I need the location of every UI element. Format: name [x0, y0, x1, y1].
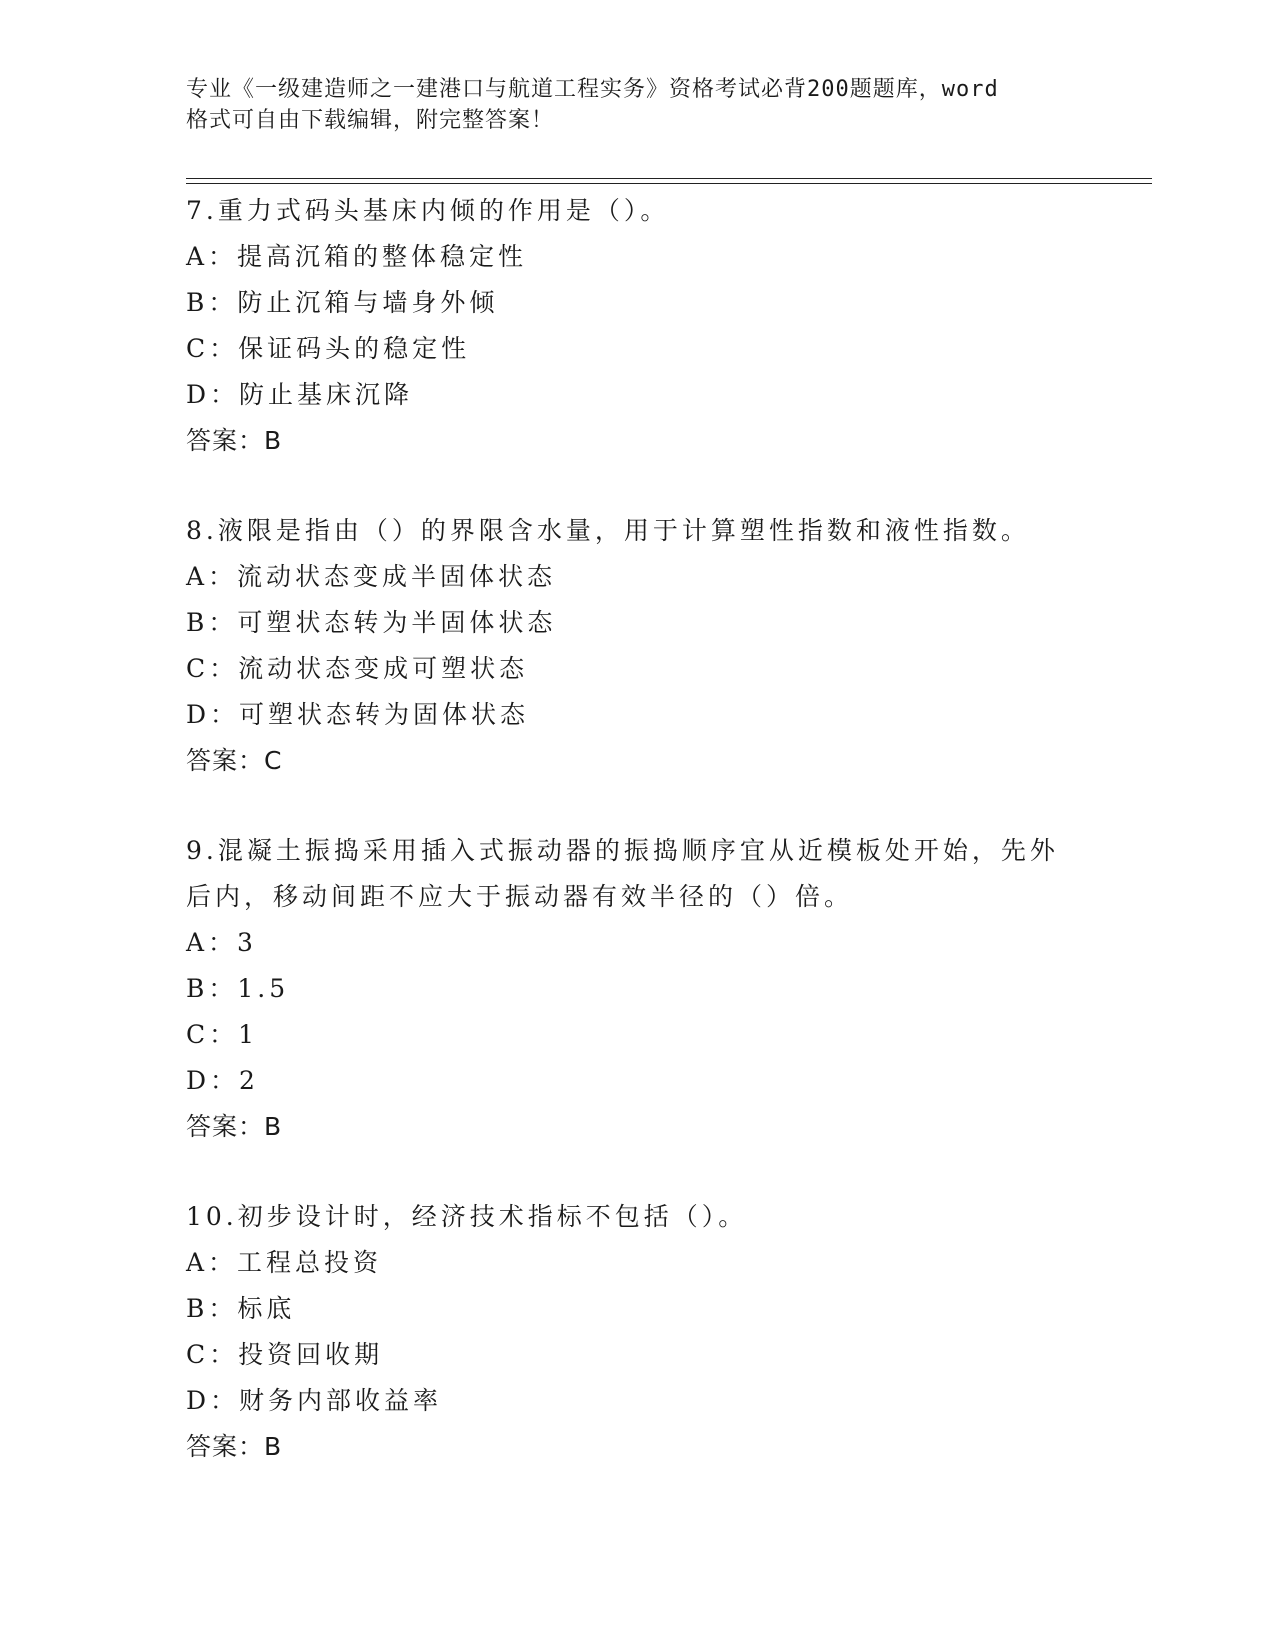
question-stem-line-2: 后内，移动间距不应大于振动器有效半径的（）倍。: [186, 882, 854, 911]
question-7: [186, 188, 1066, 464]
option-b: B：标底: [186, 1294, 296, 1323]
header-title-line-1: 专业《一级建造师之一建港口与航道工程实务》资格考试必背200题题库，word: [186, 77, 999, 102]
option-a: A：工程总投资: [186, 1248, 383, 1277]
question-spacer: [186, 1150, 1066, 1194]
option-c: C：保证码头的稳定性: [186, 334, 471, 363]
answer-line: 答案：B: [186, 426, 283, 455]
option-b: B：防止沉箱与墙身外倾: [186, 288, 499, 317]
question-stem: 7.重力式码头基床内倾的作用是（）。: [186, 196, 670, 225]
option-d: D：可塑状态转为固体状态: [186, 700, 530, 729]
option-c: C：流动状态变成可塑状态: [186, 654, 529, 683]
question-spacer: [186, 784, 1066, 828]
header-divider-bottom: [186, 183, 1152, 184]
question-list: [186, 188, 1066, 1470]
option-a: A：流动状态变成半固体状态: [186, 562, 557, 591]
header-title-line-2: 格式可自由下载编辑，附完整答案！: [186, 108, 555, 133]
answer-line: 答案：B: [186, 1112, 283, 1141]
option-c: C：1: [186, 1020, 259, 1049]
option-d: D：财务内部收益率: [186, 1386, 443, 1415]
option-a: A：提高沉箱的整体稳定性: [186, 242, 528, 271]
question-stem: 8.液限是指由（）的界限含水量，用于计算塑性指数和液性指数。: [186, 516, 1030, 545]
option-d: D：2: [186, 1066, 259, 1095]
option-d: D：防止基床沉降: [186, 380, 414, 409]
question-8: [186, 508, 1066, 784]
option-c: C：投资回收期: [186, 1340, 384, 1369]
question-9: [186, 828, 1066, 1150]
option-a: A：3: [186, 928, 257, 957]
question-stem: 10.初步设计时，经济技术指标不包括（）。: [186, 1202, 748, 1231]
answer-line: 答案：C: [186, 746, 283, 775]
question-spacer: [186, 464, 1066, 508]
answer-line: 答案：B: [186, 1432, 283, 1461]
document-header: [186, 74, 1066, 136]
header-divider-top: [186, 178, 1152, 179]
question-stem-line-1: 9.混凝土振捣采用插入式振动器的振捣顺序宜从近模板处开始，先外: [186, 836, 1059, 865]
question-10: [186, 1194, 1066, 1470]
option-b: B：1.5: [186, 974, 290, 1003]
option-b: B：可塑状态转为半固体状态: [186, 608, 557, 637]
